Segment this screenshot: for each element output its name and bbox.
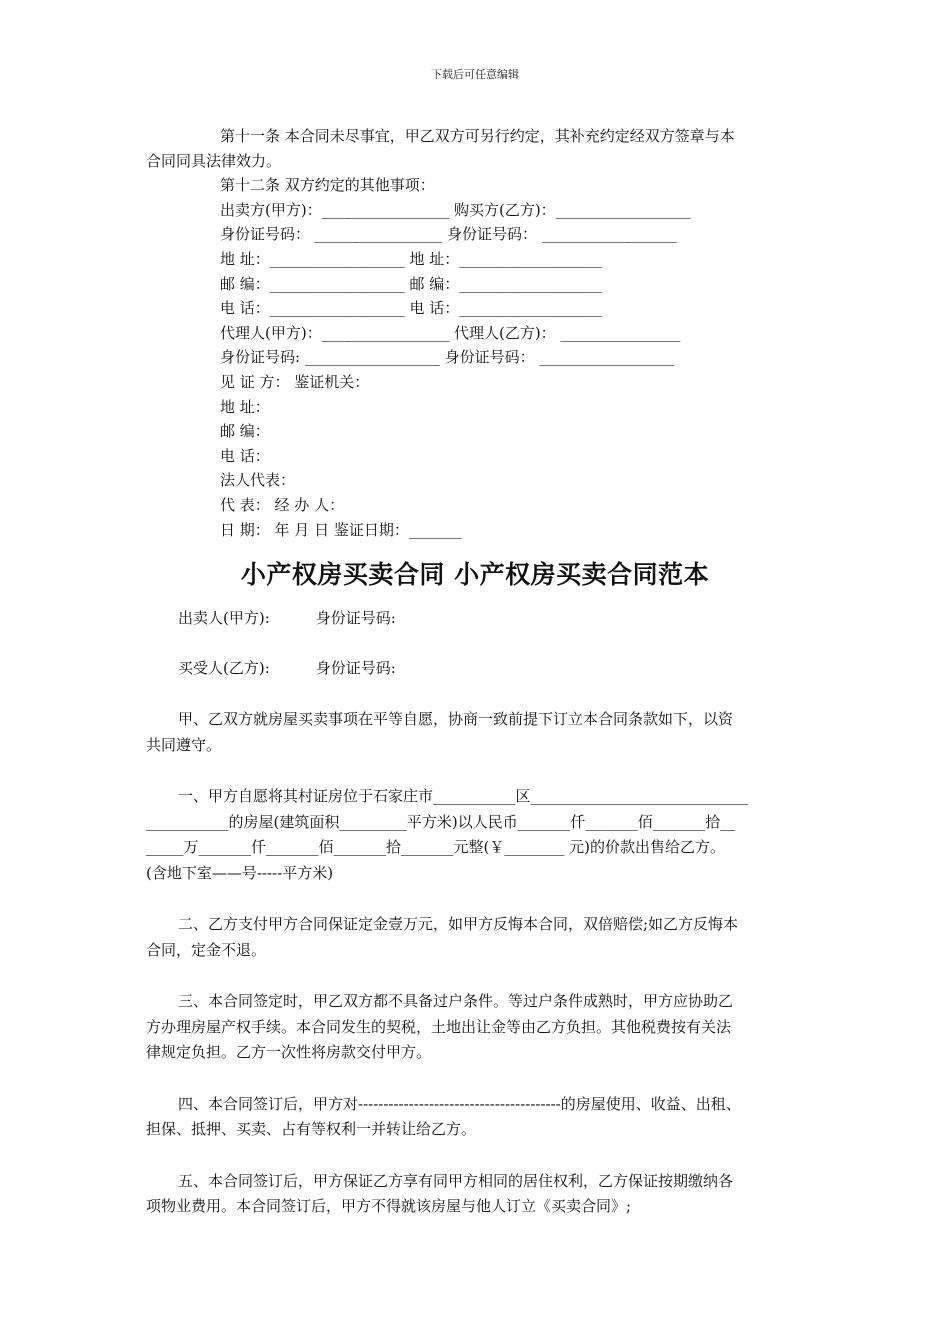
buyer-label: 买受人(乙方): [178, 658, 270, 677]
clause-4-line-2: 担保、抵押、买卖、占有等权利一并转让给乙方。 [146, 1120, 477, 1138]
representative-handler: 代 表： 经 办 人： [220, 495, 345, 514]
clause-5-line-2: 项物业费用。本合同签订后，甲方不得就该房屋与他人订立《买卖合同》; [146, 1197, 632, 1215]
buyer-line [146, 656, 808, 682]
signature-row-agent-id: 身份证号码: __________________ 身份证号码： __________________ [220, 348, 675, 367]
signature-row-phone: 电 话：__________________ 电 话：___________________ [220, 299, 602, 318]
article-12: 第十二条 双方约定的其他事项： [220, 176, 435, 195]
signature-row-address: 地 址：__________________ 地 址：___________________ [220, 249, 602, 268]
clause-5: 五、本合同签订后，甲方保证乙方享有同甲方相同的居住权利，乙方保证按期缴纳各 [178, 1171, 734, 1190]
date-row: 日 期： 年 月 日 鉴证日期：_______ [220, 520, 462, 539]
witness-address: 地 址： [220, 397, 270, 416]
clause-2-line-2: 合同，定金不退。 [146, 940, 267, 959]
article-11-line-1: 第十一条 本合同未尽事宜，甲乙双方可另行约定，其补充约定经双方签章与本 [220, 127, 735, 145]
buyer-id-label: 身份证号码: [315, 658, 396, 677]
witness-postcode: 邮 编： [220, 422, 270, 441]
seller-label: 出卖人(甲方): [178, 609, 270, 627]
header-note: 下载后可任意编辑 [431, 68, 519, 81]
clause-3-line-3: 律规定负担。乙方一次性将房款交付甲方。 [146, 1043, 432, 1061]
clause-2: 二、乙方支付甲方合同保证定金壹万元，如甲方反悔本合同，双倍赔偿;如乙方反悔本 [178, 915, 739, 933]
intro-paragraph: 甲、乙双方就房屋买卖事项在平等自愿，协商一致前提下订立本合同条款如下，以资 [178, 710, 734, 728]
clause-1-line-4: (含地下室——号-----平方米) [146, 863, 334, 882]
contract-tail-section [146, 124, 806, 542]
clause-1-line-3: _____万_______仟_______佰_______拾_______元整(￥________ 元)的价款出售给乙方。 [146, 838, 725, 856]
signature-row-agents: 代理人(甲方)：_________________ 代理人(乙方)： ________________ [220, 323, 681, 342]
contract-body [146, 606, 808, 1220]
signature-row-postcode: 邮 编：__________________ 邮 编：___________________ [220, 274, 602, 293]
article-11-line-2: 合同同具法律效力。 [146, 151, 282, 170]
clause-1-line-2: ___________的房屋(建筑面积_________平方米)以人民币_______仟_______佰_______拾__ [146, 812, 736, 831]
intro-paragraph-cont: 共同遵守。 [146, 735, 222, 754]
clause-4: 四、本合同签订后，甲方对----------------------------------------的房屋使用、收益、出租、 [178, 1094, 741, 1113]
signature-row-seller-buyer: 出卖方(甲方)：_________________ 购买方(乙方)：__________________ [220, 200, 691, 219]
legal-representative: 法人代表： [220, 471, 296, 490]
clause-1: 一、甲方自愿将其村证房位于石家庄市___________区_____________________________ [178, 787, 749, 805]
witness-row: 见 证 方： 鉴证机关： [220, 372, 370, 391]
seller-line [146, 606, 808, 632]
seller-id-label: 身份证号码: [315, 609, 396, 627]
clause-3: 三、本合同签定时，甲乙双方都不具备过户条件。等过户条件成熟时，甲方应协助乙 [178, 992, 734, 1010]
document-title: 小产权房买卖合同 小产权房买卖合同范本 [240, 560, 710, 589]
witness-phone: 电 话： [220, 446, 270, 465]
signature-row-id-number: 身份证号码： _________________ 身份证号码： __________________ [220, 225, 677, 244]
clause-3-line-2: 方办理房屋产权手续。本合同发生的契税，土地出让金等由乙方负担。其他税费按有关法 [146, 1017, 732, 1036]
